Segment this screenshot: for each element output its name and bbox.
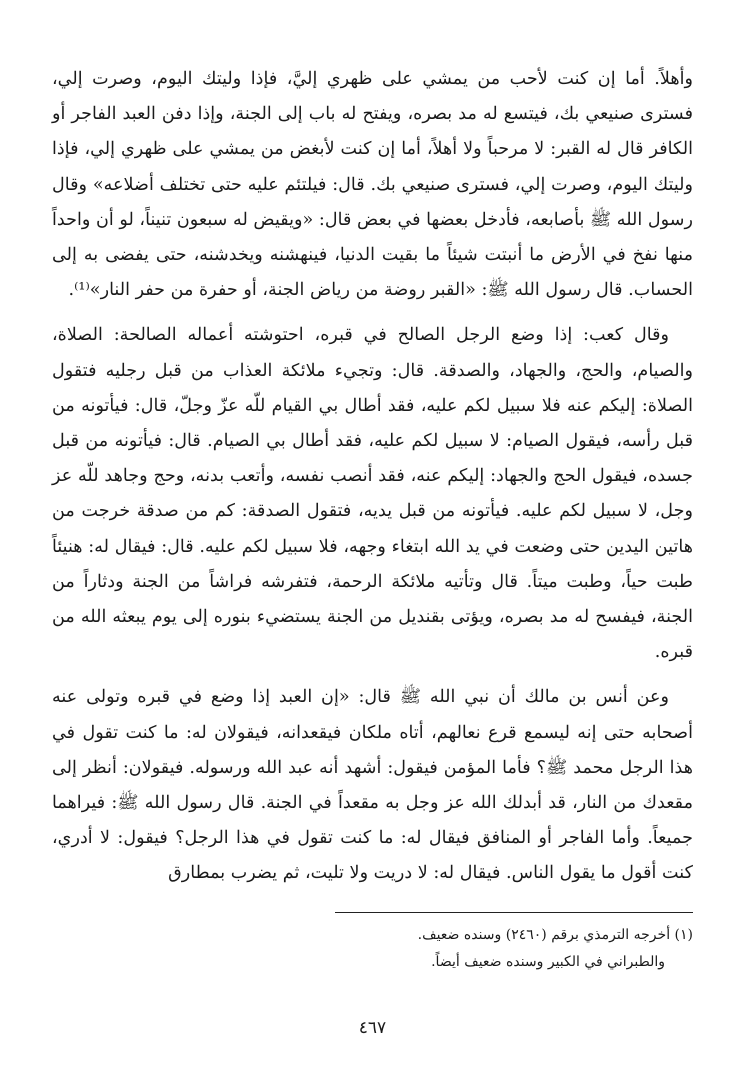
page-number: ٤٦٧ [358, 1018, 387, 1038]
footnote-1: (١) أخرجه الترمذي برقم (٢٤٦٠) وسنده ضعيف. [417, 927, 693, 943]
footnote-1-continuation: والطبراني في الكبير وسنده ضعيف أيضاً. [431, 954, 665, 970]
footnotes [293, 922, 693, 976]
paragraph-1: وأهلاً. أما إن كنت لأحب من يمشي على ظهري إليَّ، فإذا وليتك اليوم، وصرت إلي، فسترى صنيعي بك، فيتسع له مد بصره، ويفتح له باب إلى الجنة، وإذا دفن العبد الفاجر أو الكافر قال له القبر: لا مرحباً ولا أهلاً، أما إن كنت لأبغض من يمشي على ظهري إلي، فإذا وليتك اليوم، وصرت إلي، فسترى صنيعي بك. قال: فيلتئم عليه حتى تختلف أضلاعه» وقال رسول الله ﷺ بأصابعه، فأدخل بعضها في بعض قال: «ويقيض له سبعون تنيناً، لو أن واحداً منها نفخ في الأرض ما أنبتت شيئاً ما بقيت الدنيا، فينهشنه ويخدشنه، حتى يفضى به إلى الحساب. قال رسول الله ﷺ: «القبر روضة من رياض الجنة، أو حفرة من حفر النار»⁽¹⁾. [52, 69, 693, 301]
footnote-divider [335, 912, 693, 913]
paragraph-2: وقال كعب: إذا وضع الرجل الصالح في قبره، احتوشته أعماله الصالحة: الصلاة، والصيام، والحج، والجهاد، والصدقة. قال: وتجيء ملائكة العذاب من قبل رجليه فتقول الصلاة: إليكم عنه فلا سبيل لكم عليه، فقد أطال بي القيام للّه عزّ وجلّ، قال: فيأتونه من قبل رأسه، فيقول الصيام: لا سبيل لكم عليه، فقد أطال بي الصيام. قال: فيأتونه من قبل جسده، فيقول الحج والجهاد: إليكم عنه، فقد أنصب نفسه، وأتعب بدنه، وحج وجاهد للّه عز وجل، لا سبيل لكم عليه. فيأتونه من قبل يديه، فتقول الصدقة: كم من صدقة خرجت من هاتين اليدين حتى وضعت في يد الله ابتغاء وجهه، فلا سبيل لكم عليه. قال: فيقال له: هنيئاً طبت حياً، وطبت ميتاً. قال وتأتيه ملائكة الرحمة، فتفرشه فراشاً من الجنة ودثاراً من الجنة، فيفسح له مد بصره، ويؤتى بقنديل من الجنة يستضيء بنوره إلى يوم يبعثه الله من قبره. [52, 325, 693, 663]
paragraph-3: وعن أنس بن مالك أن نبي الله ﷺ قال: «إن العبد إذا وضع في قبره وتولى عنه أصحابه حتى إنه ليسمع قرع نعالهم، أتاه ملكان فيقعدانه، فيقولان له: ما كنت تقول في هذا الرجل محمد ﷺ؟ فأما المؤمن فيقول: أشهد أنه عبد الله ورسوله. فيقولان: أنظر إلى مقعدك من النار، قد أبدلك الله عز وجل به مقعداً في الجنة. قال رسول الله ﷺ: فيراهما جميعاً. وأما الفاجر أو المنافق فيقال له: ما كنت تقول في هذا الرجل؟ فيقول: لا أدري، كنت أقول ما يقول الناس. فيقال له: لا دريت ولا تليت، ثم يضرب بمطارق [52, 687, 693, 884]
main-text [52, 62, 693, 892]
